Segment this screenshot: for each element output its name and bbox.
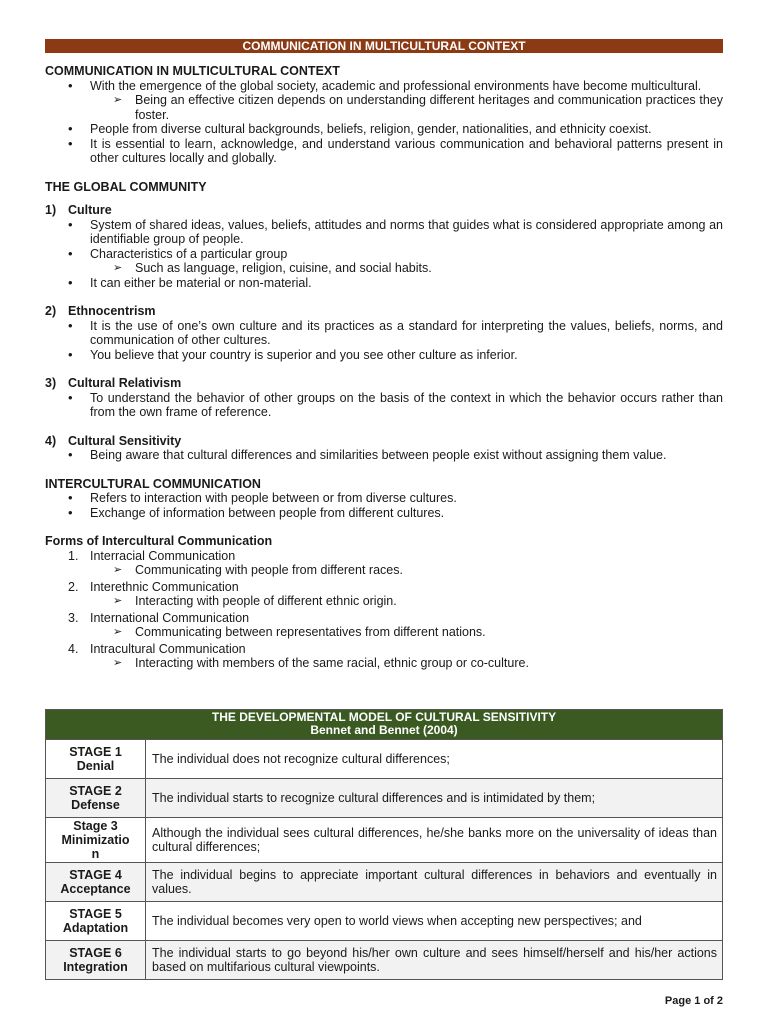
section-heading-global-community: THE GLOBAL COMMUNITY: [45, 179, 207, 194]
list-item: ➢ Interacting with people of different ethnic origin.: [135, 594, 723, 609]
cultural-sensitivity-table: [45, 709, 723, 980]
culture-list: [45, 218, 723, 262]
stage-description: The individual starts to recognize cultural differences and is intimidated by them;: [146, 779, 723, 818]
stage-cell: STAGE 6 Integration: [46, 941, 146, 980]
stage-cell: STAGE 2 Defense: [46, 779, 146, 818]
stage-cell: STAGE 4 Acceptance: [46, 863, 146, 902]
section-heading-intercultural: INTERCULTURAL COMMUNICATION: [45, 476, 261, 491]
list-item: 4. Intracultural Communication ➢ Interacting with members of the same racial, ethnic group or co-culture.: [90, 642, 723, 671]
forms-list: [45, 549, 723, 671]
list-item: • It is essential to learn, acknowledge, and understand various communication and behavioral patterns present in other cultures locally and globally.: [90, 137, 723, 166]
stage-description: The individual begins to appreciate important cultural differences in behaviors and eventually in values.: [146, 863, 723, 902]
list-item: • Refers to interaction with people between or from diverse cultures.: [90, 491, 723, 506]
page-number: Page 1 of 2: [664, 995, 723, 1007]
table-row: [46, 902, 723, 941]
list-item: 3. International Communication ➢ Communicating between representatives from different nations.: [90, 611, 723, 640]
list-item: 2. Interethnic Communication ➢ Interacting with people of different ethnic origin.: [90, 580, 723, 609]
list-item: • People from diverse cultural backgrounds, beliefs, religion, gender, nationalities, and ethnicity coexist.: [90, 122, 723, 137]
list-item: • Exchange of information between people from different cultures.: [90, 506, 723, 521]
ethnocentrism-list: [45, 319, 723, 363]
list-item: ➢ Communicating with people from different races.: [135, 563, 723, 578]
table-title: THE DEVELOPMENTAL MODEL OF CULTURAL SENSITIVITY: [211, 710, 557, 724]
multicultural-sublist: [45, 93, 723, 122]
list-item: • To understand the behavior of other groups on the basis of the context in which the behavior occurs rather than from the own frame of reference.: [90, 391, 723, 420]
subheading-culture: 1) Culture: [45, 203, 112, 217]
sensitivity-list: [45, 448, 723, 463]
list-item: • It is the use of one’s own culture and its practices as a standard for interpreting the values, beliefs, norms, and communication of other cultures.: [90, 319, 723, 348]
table-row: [46, 863, 723, 902]
list-item: • It can either be material or non-material.: [90, 276, 723, 291]
subheading-cultural-relativism: 3) Cultural Relativism: [45, 376, 182, 390]
stage-cell: STAGE 1 Denial: [46, 740, 146, 779]
stage-description: The individual becomes very open to world views when accepting new perspectives; and: [146, 902, 723, 941]
stage-cell: STAGE 5 Adaptation: [46, 902, 146, 941]
table-row: [46, 740, 723, 779]
list-item: ➢ Communicating between representatives from different nations.: [135, 625, 723, 640]
culture-list-cont: [45, 276, 723, 291]
table-header: [46, 710, 723, 740]
table-row: [46, 818, 723, 863]
page-banner: COMMUNICATION IN MULTICULTURAL CONTEXT: [45, 39, 723, 53]
relativism-list: [45, 391, 723, 420]
list-item: ➢ Such as language, religion, cuisine, and social habits.: [135, 261, 723, 276]
stage-description: Although the individual sees cultural differences, he/she banks more on the universality of ideas than cultural differences;: [146, 818, 723, 863]
multicultural-list: [45, 79, 723, 94]
list-item: • Being aware that cultural differences and similarities between people exist without assigning them value.: [90, 448, 723, 463]
list-item: 1. Interracial Communication ➢ Communicating with people from different races.: [90, 549, 723, 578]
stage-cell: Stage 3 Minimizatio n: [46, 818, 146, 863]
multicultural-list-cont: [45, 122, 723, 166]
section-heading-multicultural: COMMUNICATION IN MULTICULTURAL CONTEXT: [45, 64, 340, 78]
subheading-ethnocentrism: 2) Ethnocentrism: [45, 304, 156, 318]
table-subtitle: Bennet and Bennet (2004): [310, 723, 458, 737]
list-item: • With the emergence of the global society, academic and professional environments have become multicultural.: [90, 79, 723, 94]
list-item: ➢ Interacting with members of the same racial, ethnic group or co-culture.: [135, 656, 723, 671]
page-content: [45, 39, 723, 671]
intercultural-list: [45, 491, 723, 520]
list-item: • Characteristics of a particular group: [90, 247, 723, 262]
stage-description: The individual starts to go beyond his/her own culture and sees himself/herself and his/her actions based on multifarious cultural viewpoints.: [146, 941, 723, 980]
table-row: [46, 779, 723, 818]
list-item: • System of shared ideas, values, beliefs, attitudes and norms that guides what is considered appropriate among an identifiable group of people.: [90, 218, 723, 247]
list-item: ➢ Being an effective citizen depends on understanding different heritages and communication practices they foster.: [135, 93, 723, 122]
subheading-cultural-sensitivity: 4) Cultural Sensitivity: [45, 433, 182, 448]
list-item: • You believe that your country is superior and you see other culture as inferior.: [90, 348, 723, 363]
culture-sublist: [45, 261, 723, 276]
section-heading-forms: Forms of Intercultural Communication: [45, 534, 273, 548]
table-row: [46, 941, 723, 980]
stage-description: The individual does not recognize cultural differences;: [146, 740, 723, 779]
